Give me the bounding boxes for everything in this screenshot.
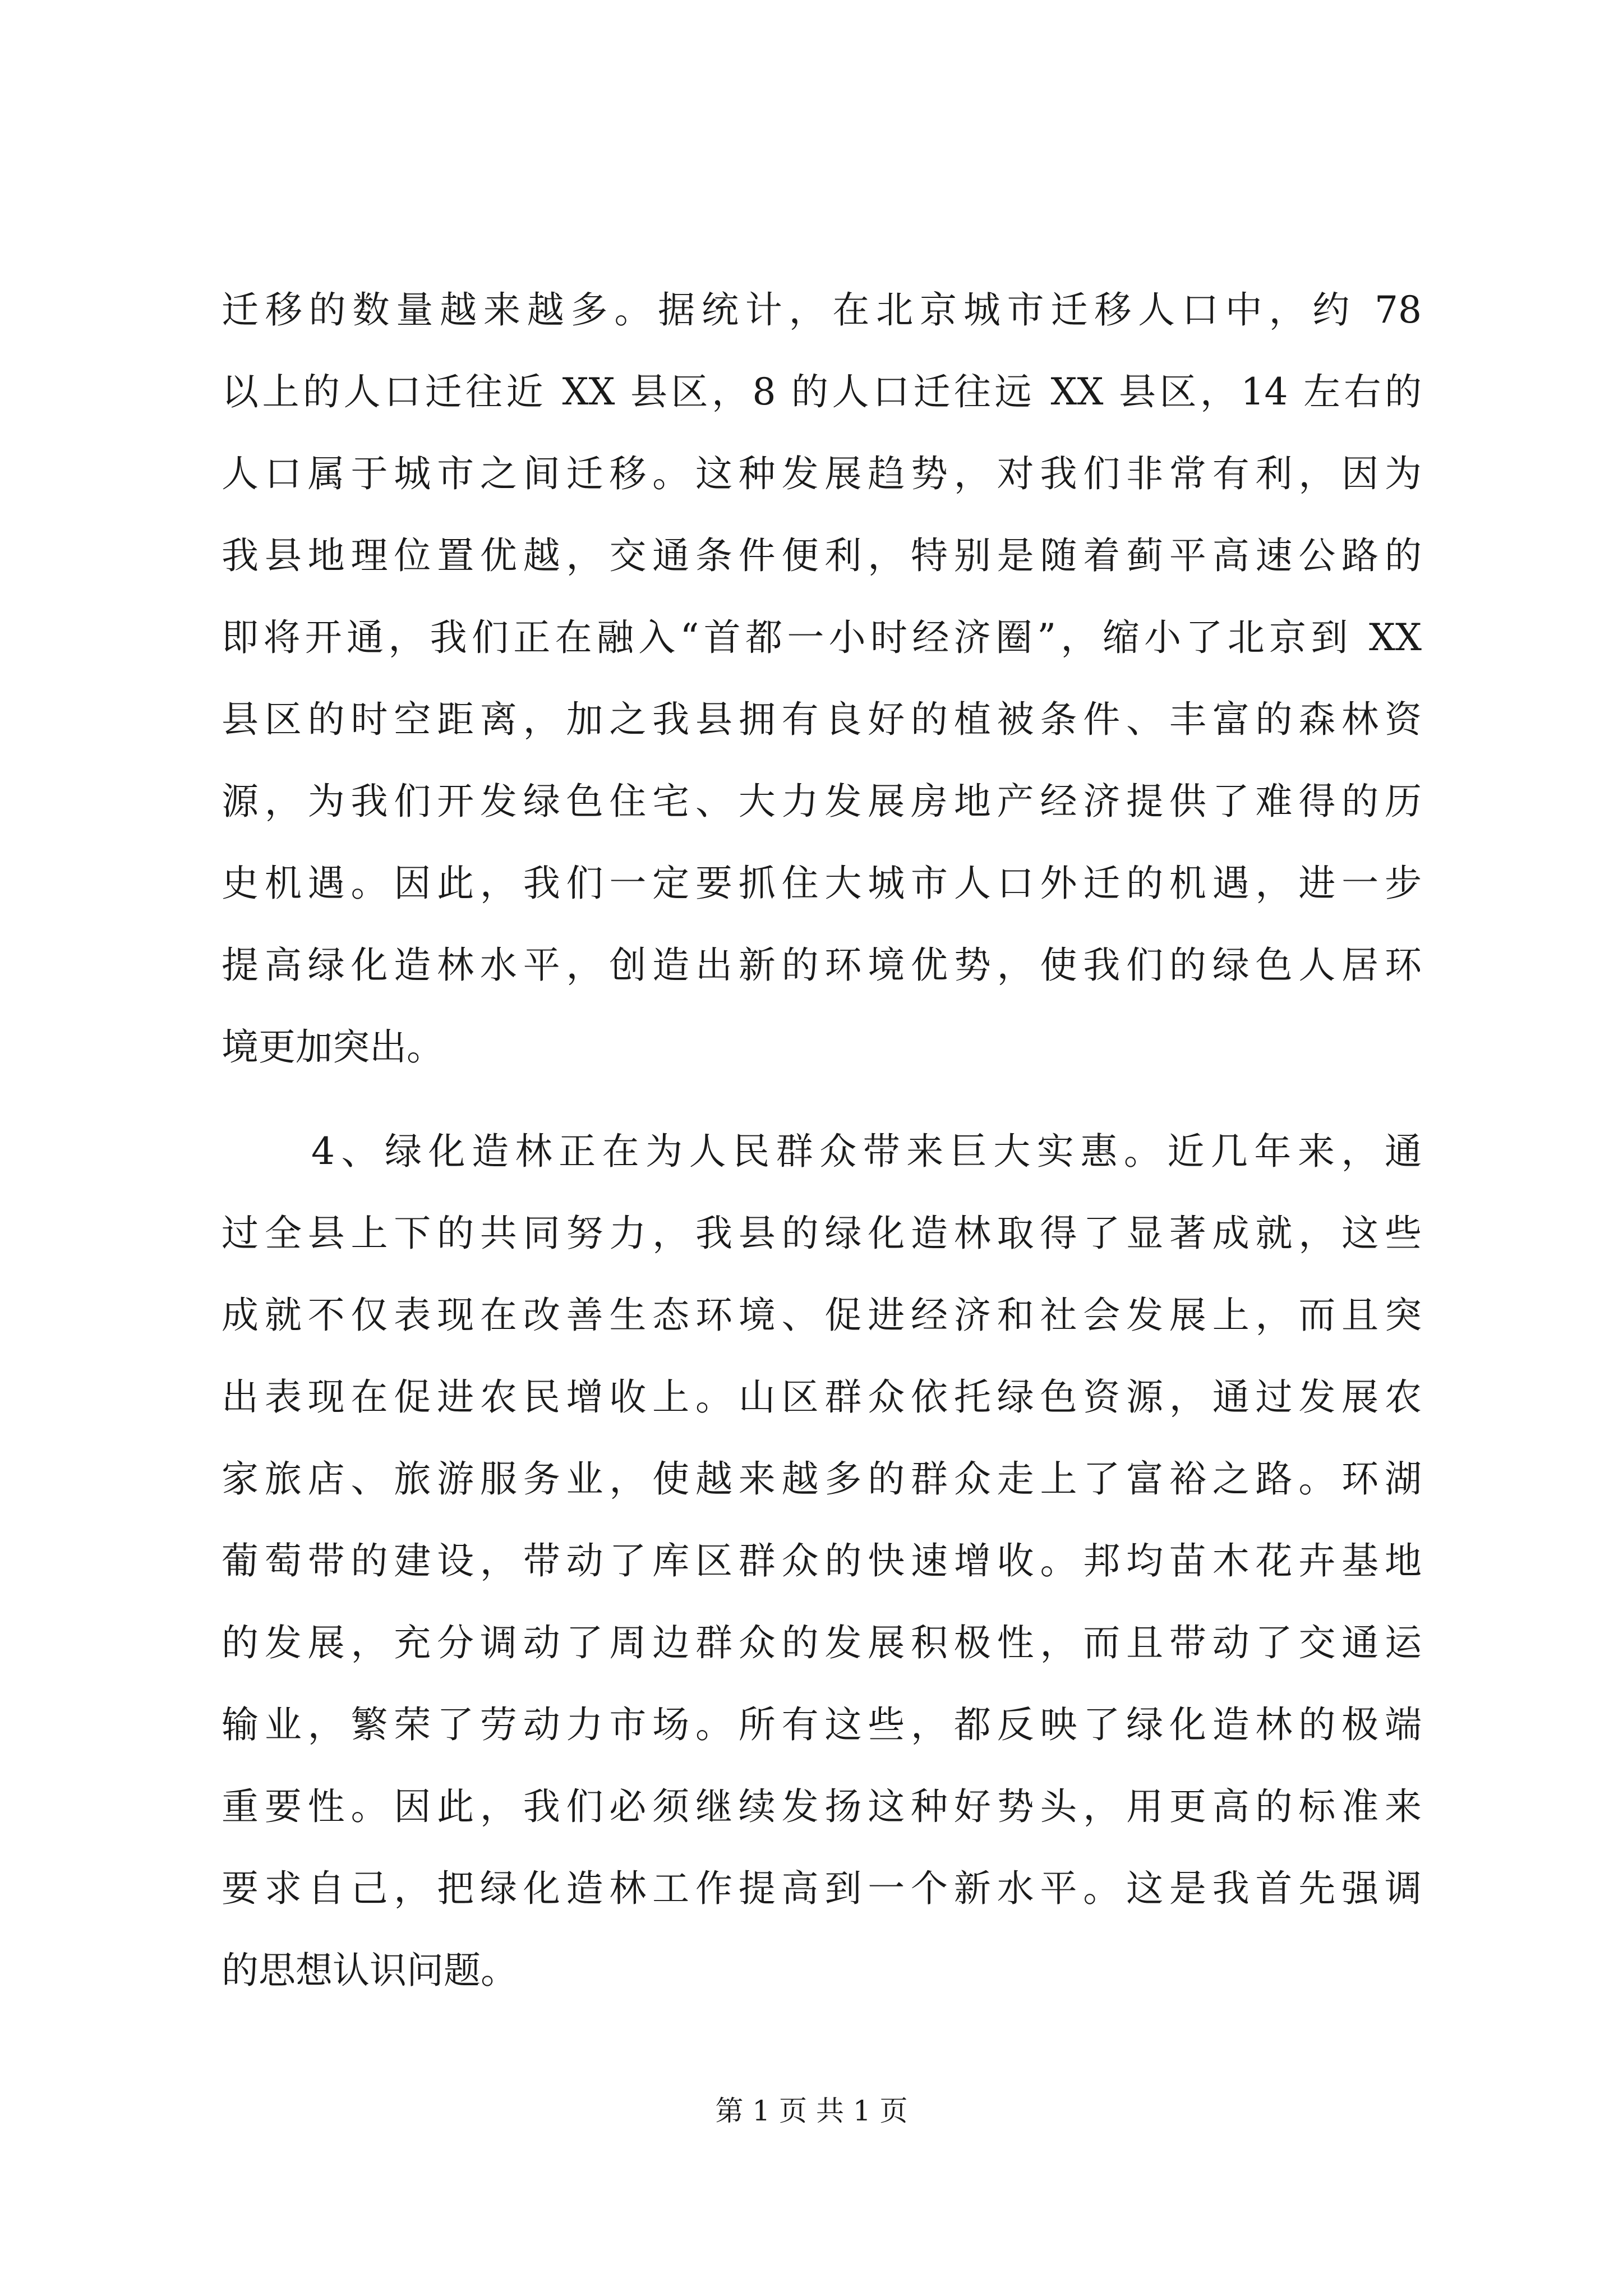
paragraph-2 — [222, 1111, 1422, 2012]
text-line: 境更加突出。 — [222, 1025, 444, 1069]
text-line: 输业，繁荣了劳动力市场。所有这些，都反映了绿化造林的极端 — [222, 1703, 1422, 1746]
document-body — [222, 269, 1422, 2012]
text-line: 史机遇。因此，我们一定要抓住大城市人口外迁的机遇，进一步 — [222, 862, 1422, 905]
text-line: 家旅店、旅游服务业，使越来越多的群众走上了富裕之路。环湖 — [222, 1457, 1422, 1501]
paragraph-1 — [222, 269, 1422, 1088]
text-line: 提高绿化造林水平，创造出新的环境优势，使我们的绿色人居环 — [222, 944, 1422, 987]
text-line: 迁移的数量越来越多。据统计，在北京城市迁移人口中，约 78 — [222, 288, 1422, 332]
text-line: 即将开通，我们正在融入“首都一小时经济圈”，缩小了北京到 XX — [222, 616, 1422, 659]
paragraph-gap — [222, 1088, 1422, 1111]
text-line: 要求自己，把绿化造林工作提高到一个新水平。这是我首先强调 — [222, 1867, 1422, 1910]
text-line: 重要性。因此，我们必须继续发扬这种好势头，用更高的标准来 — [222, 1785, 1422, 1828]
text-line: 的发展，充分调动了周边群众的发展积极性，而且带动了交通运 — [222, 1621, 1422, 1664]
text-line: 我县地理位置优越，交通条件便利，特别是随着蓟平高速公路的 — [222, 534, 1422, 577]
text-line: 成就不仅表现在改善生态环境、促进经济和社会发展上，而且突 — [222, 1294, 1422, 1337]
text-line: 以上的人口迁往近 XX 县区，8 的人口迁往远 XX 县区，14 左右的 — [222, 370, 1422, 413]
text-line: 人口属于城市之间迁移。这种发展趋势，对我们非常有利，因为 — [222, 452, 1422, 495]
text-line: 葡萄带的建设，带动了库区群众的快速增收。邦均苗木花卉基地 — [222, 1539, 1422, 1582]
text-line: 过全县上下的共同努力，我县的绿化造林取得了显著成就，这些 — [222, 1212, 1422, 1255]
text-line: 出表现在促进农民增收上。山区群众依托绿色资源，通过发展农 — [222, 1375, 1422, 1419]
text-line: 源，为我们开发绿色住宅、大力发展房地产经济提供了难得的历 — [222, 780, 1422, 823]
text-line: 4、绿化造林正在为人民群众带来巨大实惠。近几年来，通 — [311, 1130, 1422, 1173]
text-line: 的思想认识问题。 — [222, 1949, 518, 1992]
page-number-footer: 第 1 页 共 1 页 — [715, 2095, 908, 2127]
text-line: 县区的时空距离，加之我县拥有良好的植被条件、丰富的森林资 — [222, 698, 1422, 741]
